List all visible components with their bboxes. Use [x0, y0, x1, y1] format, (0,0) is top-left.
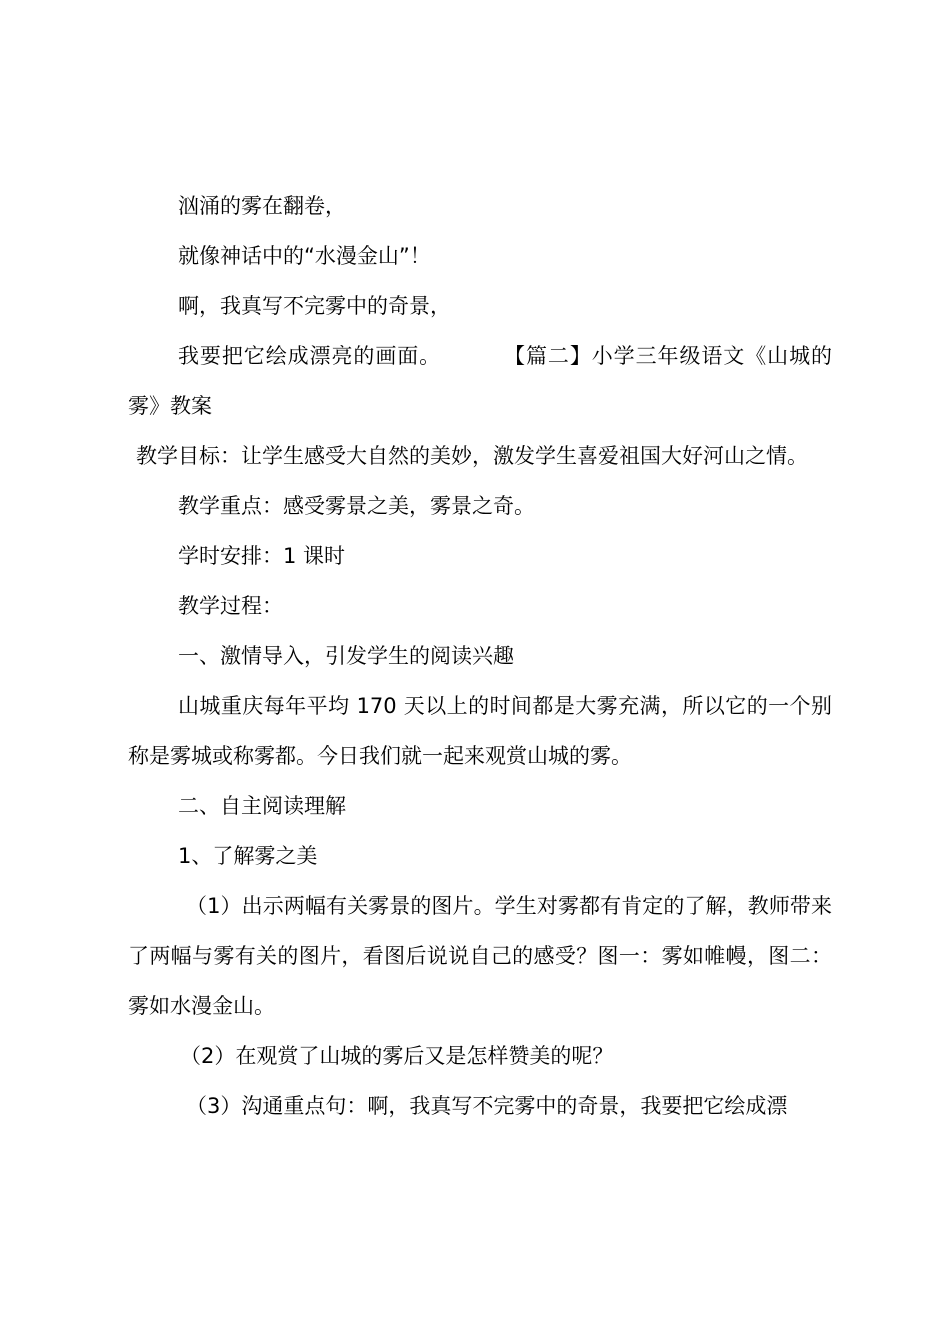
sub-item-2: （2）在观赏了山城的雾后又是怎样赞美的呢？: [180, 1044, 614, 1068]
teaching-focus: 教学重点：感受雾景之美，雾景之奇。: [178, 494, 535, 518]
poem-line-2: 就像神话中的“水漫金山”！: [178, 244, 431, 268]
step-one-heading: 一、激情导入，引发学生的阅读兴趣: [178, 644, 514, 668]
teaching-process-label: 教学过程：: [178, 594, 283, 618]
step-one-paragraph: 山城重庆每年平均 170 天以上的时间都是大雾充满，所以它的一个别称是雾城或称雾都。今日我们就一起来观赏山城的雾。: [128, 694, 832, 768]
teaching-goal: 教学目标：让学生感受大自然的美妙，激发学生喜爱祖国大好河山之情。: [136, 444, 808, 468]
section-heading: 【篇二】小学三年级语文《山城的雾》教案: [128, 344, 833, 418]
poem-line-4: 我要把它绘成漂亮的画面。: [178, 344, 442, 368]
step-two-heading: 二、自主阅读理解: [178, 794, 346, 818]
document-body: [128, 181, 832, 1131]
sub-item-3: （3）沟通重点句：啊，我真写不完雾中的奇景，我要把它绘成漂: [186, 1094, 788, 1118]
poem-line-4-and-heading: [128, 331, 832, 431]
poem-line-1: 汹涌的雾在翻卷，: [178, 194, 346, 218]
sub-item-1: （1）出示两幅有关雾景的图片。学生对雾都有肯定的了解，教师带来了两幅与雾有关的图片，看图后说说自己的感受？图一：雾如帷幔，图二：雾如水漫金山。: [128, 894, 832, 1018]
class-hours: 学时安排：1 课时: [178, 544, 346, 568]
sub-step-heading: 1、了解雾之美: [178, 844, 318, 868]
poem-line-3: 啊，我真写不完雾中的奇景，: [178, 294, 451, 318]
